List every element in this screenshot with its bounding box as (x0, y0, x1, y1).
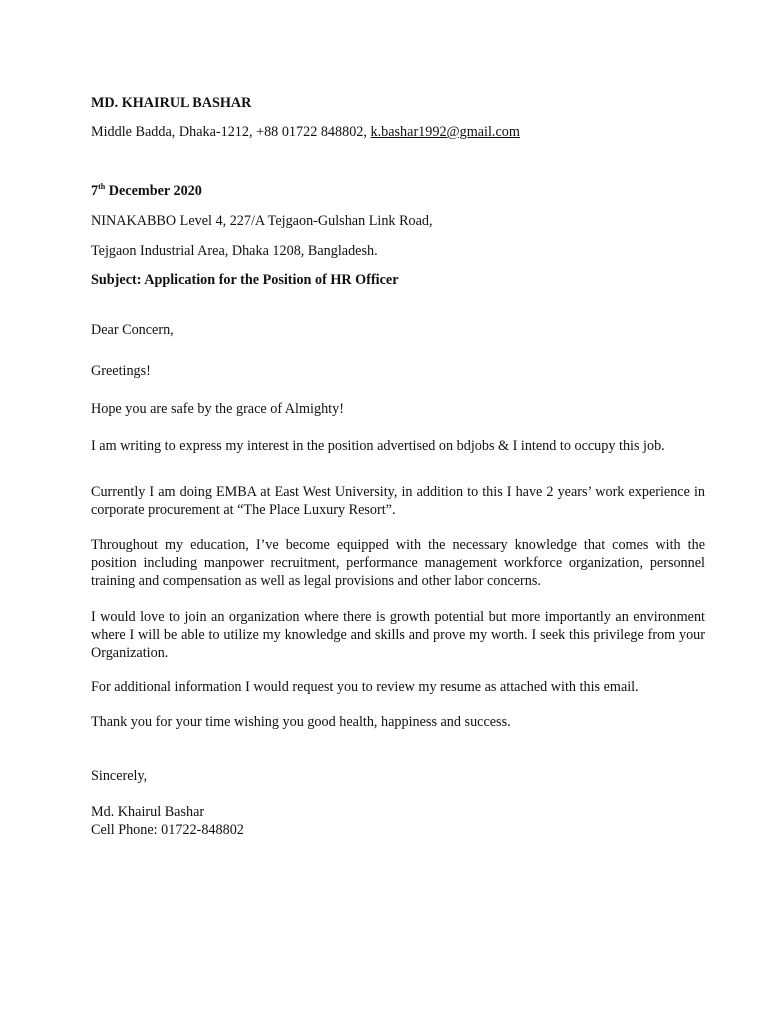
date-day: 7 (91, 183, 99, 199)
body-paragraph-5: I would love to join an organization where there is growth potential but more importantly an environment where I will be able to utilize my knowledge and skills and prove my worth. I seek this privilege from your Organization. (91, 609, 705, 661)
body-paragraph-3: Currently I am doing EMBA at East West University, in addition to this I have 2 years’ work experience in corporate procurement at “The Place Luxury Resort”. (91, 484, 705, 518)
body-paragraph-4: Throughout my education, I’ve become equipped with the necessary knowledge that comes with the position including manpower recruitment, performance management workforce organization, personnel training and compensation as well as legal provisions and other labor concerns. (91, 537, 705, 589)
greeting: Greetings! (91, 363, 151, 379)
recipient-address-line-1: NINAKABBO Level 4, 227/A Tejgaon-Gulshan Link Road, (91, 213, 433, 229)
sender-name: MD. KHAIRUL BASHAR (91, 95, 252, 111)
letter-subject: Subject: Application for the Position of HR Officer (91, 272, 399, 288)
closing: Sincerely, (91, 768, 148, 784)
signature-phone: Cell Phone: 01722-848802 (91, 822, 244, 838)
body-paragraph-1: Hope you are safe by the grace of Almighty! (91, 401, 344, 417)
sender-contact-line (91, 123, 520, 141)
sender-email-link[interactable]: k.bashar1992@gmail.com (370, 124, 520, 140)
salutation: Dear Concern, (91, 322, 174, 338)
body-paragraph-7: Thank you for your time wishing you good health, happiness and success. (91, 714, 511, 730)
body-paragraph-6: For additional information I would request you to review my resume as attached with this email. (91, 679, 639, 695)
signature-name: Md. Khairul Bashar (91, 804, 205, 820)
recipient-address-line-2: Tejgaon Industrial Area, Dhaka 1208, Bangladesh. (91, 243, 378, 259)
date-ordinal: th (98, 182, 106, 191)
letter-date (91, 182, 202, 200)
body-paragraph-2: I am writing to express my interest in the position advertised on bdjobs & I intend to occupy this job. (91, 438, 665, 454)
sender-address: Middle Badda, Dhaka-1212, +88 01722 848802, (91, 124, 371, 140)
date-month-year: December 2020 (105, 183, 202, 199)
